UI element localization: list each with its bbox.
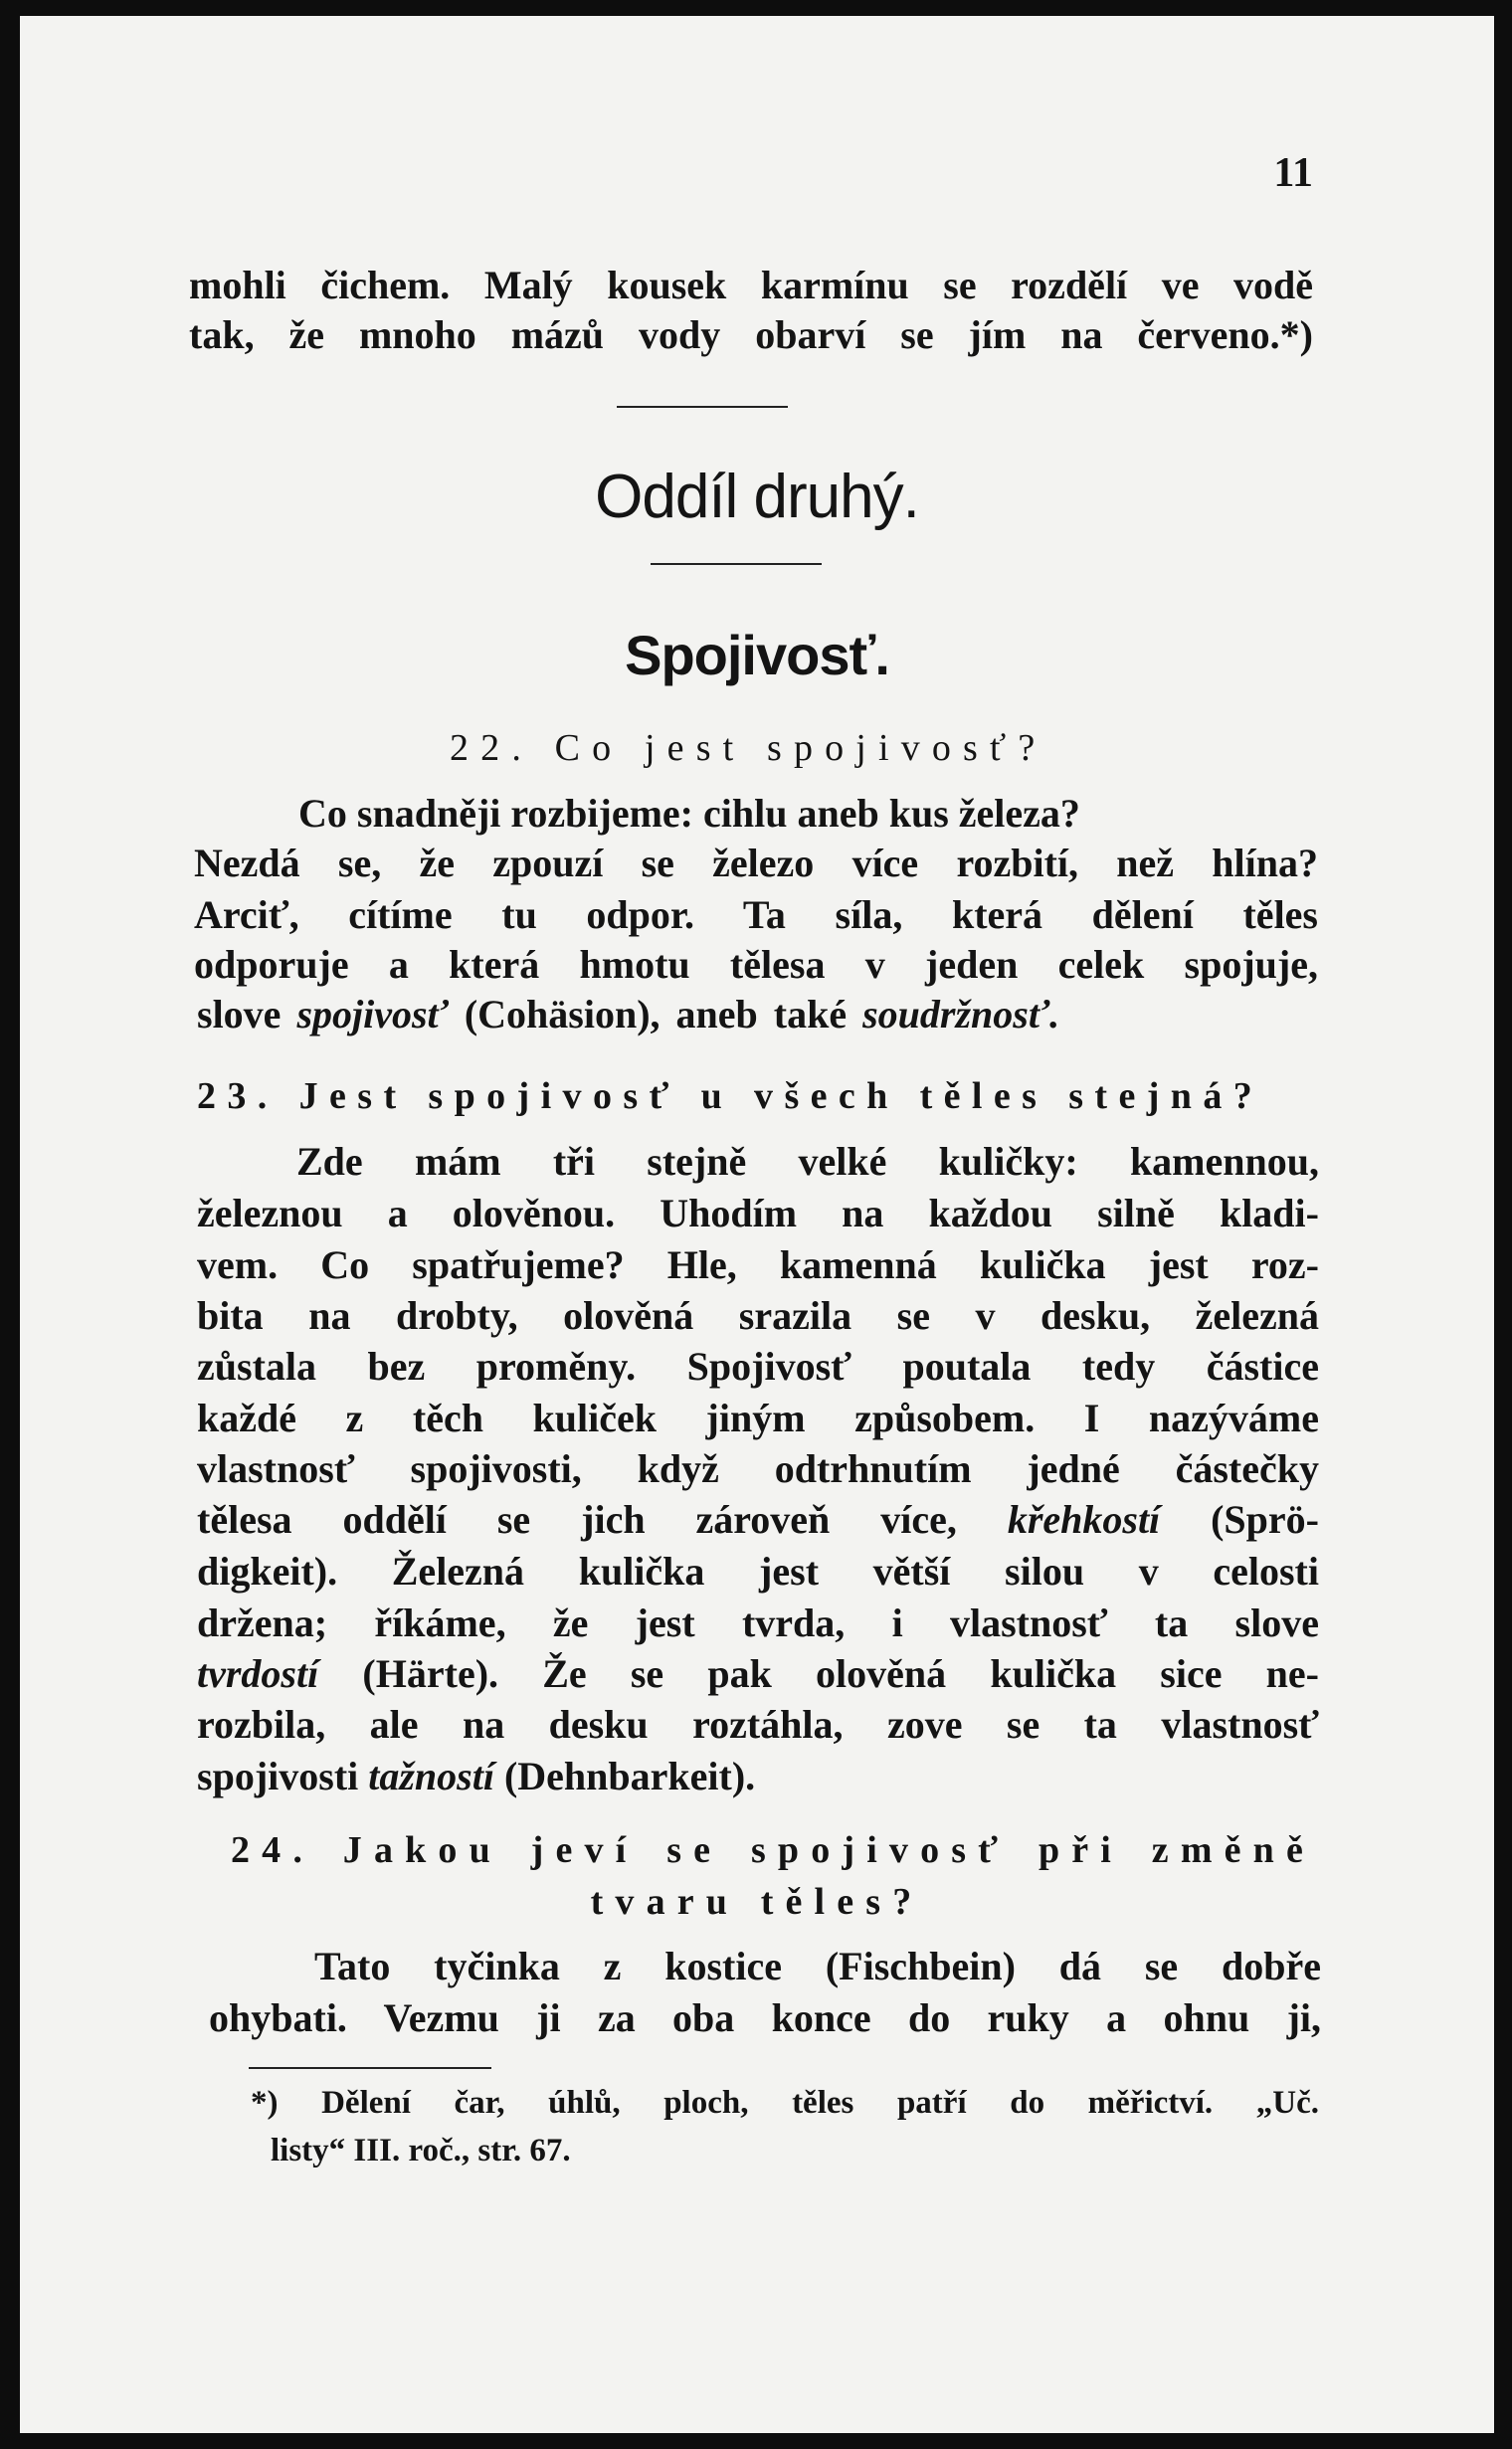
section-title: Oddíl druhý.	[595, 463, 919, 531]
q23-line-12: rozbila, ale na desku roztáhla, zove se ta vlastnosť	[197, 1702, 1319, 1747]
q23-heading: 23. Jest spojivosť u všech těles stejná?	[197, 1075, 1264, 1117]
q23-line-8-c: (Sprö-	[1160, 1497, 1320, 1542]
q23-line-11-b: (Härte). Že se pak olověná kulička sice ne-	[318, 1651, 1319, 1696]
intro-line-1: mohli čichem. Malý kousek karmínu se rozdělí ve vodě	[189, 263, 1313, 307]
q23-line-4: bita na drobty, olověná srazila se v desku, železná	[197, 1293, 1319, 1338]
q22-line-5-a: slove	[197, 992, 297, 1036]
q23-line-13-a: spojivosti	[197, 1754, 369, 1798]
q23-line-2: železnou a olověnou. Uhodím na každou silně kladi-	[197, 1191, 1319, 1235]
footnote-rule	[249, 2067, 491, 2069]
q23-line-6: každé z těch kuliček jiným způsobem. I nazýváme	[197, 1396, 1319, 1440]
q23-line-1: Zde mám tři stejně velké kuličky: kamennou,	[296, 1139, 1319, 1184]
term-spojivost: spojivosť	[296, 992, 449, 1036]
divider-1	[617, 406, 788, 408]
q24-line-1: Tato tyčinka z kostice (Fischbein) dá se dobře	[314, 1944, 1321, 1988]
intro-line-2: tak, že mnoho mázů vody obarví se jím na červeno.*)	[189, 312, 1313, 357]
q23-line-5: zůstala bez proměny. Spojivosť poutala tedy částice	[197, 1344, 1319, 1389]
q22-line-5	[197, 991, 1316, 1038]
footnote-line-2: listy“ III. roč., str. 67.	[271, 2133, 571, 2168]
term-krehkost: křehkostí	[1007, 1497, 1161, 1542]
q23-line-7: vlastnosť spojivosti, když odtrhnutím jedné částečky	[197, 1446, 1319, 1491]
q23-line-8	[197, 1496, 1319, 1544]
term-taznost: tažností	[368, 1754, 494, 1798]
q22-line-3: Arciť, cítíme tu odpor. Ta síla, která dělení těles	[194, 892, 1318, 937]
q23-line-10: držena; říkáme, že jest tvrda, i vlastnosť ta slove	[197, 1601, 1319, 1645]
q24-line-2: ohybati. Vezmu ji za oba konce do ruky a ohnu ji,	[209, 1995, 1321, 2040]
q23-line-9: digkeit). Železná kulička jest větší silou v celosti	[197, 1549, 1319, 1594]
q23-line-13	[197, 1753, 1319, 1800]
q24-heading-line-2: tvaru těles?	[590, 1881, 924, 1923]
q23-line-3: vem. Co spatřujeme? Hle, kamenná kulička jest roz-	[197, 1242, 1319, 1287]
page-number: 11	[1273, 150, 1313, 196]
q24-heading-line-1: 24. Jakou jeví se spojivosť při změně	[231, 1829, 1315, 1871]
term-tvrdost: tvrdostí	[197, 1651, 319, 1696]
q22-line-5-c: (Cohäsion), aneb také	[448, 992, 863, 1036]
footnote-line-1: *) Dělení čar, úhlů, ploch, těles patří do měřictví. „Uč.	[251, 2085, 1319, 2121]
q23-line-13-c: (Dehnbarkeit).	[493, 1754, 756, 1798]
term-soudrznost: soudržnosť.	[862, 992, 1060, 1036]
q22-line-2: Nezdá se, že zpouzí se železo více rozbití, než hlína?	[194, 841, 1318, 885]
chapter-title: Spojivosť.	[625, 624, 889, 686]
q22-heading: 22. Co jest spojivosť?	[450, 727, 1047, 769]
divider-2	[651, 563, 822, 565]
book-page	[20, 16, 1494, 2433]
q23-line-8-a: tělesa oddělí se jich zároveň více,	[197, 1497, 1008, 1542]
q22-line-4: odporuje a která hmotu tělesa v jeden celek spojuje,	[194, 942, 1318, 987]
q23-line-11	[197, 1650, 1319, 1698]
q22-line-1: Co snadněji rozbijeme: cihlu aneb kus železa?	[298, 791, 1080, 836]
